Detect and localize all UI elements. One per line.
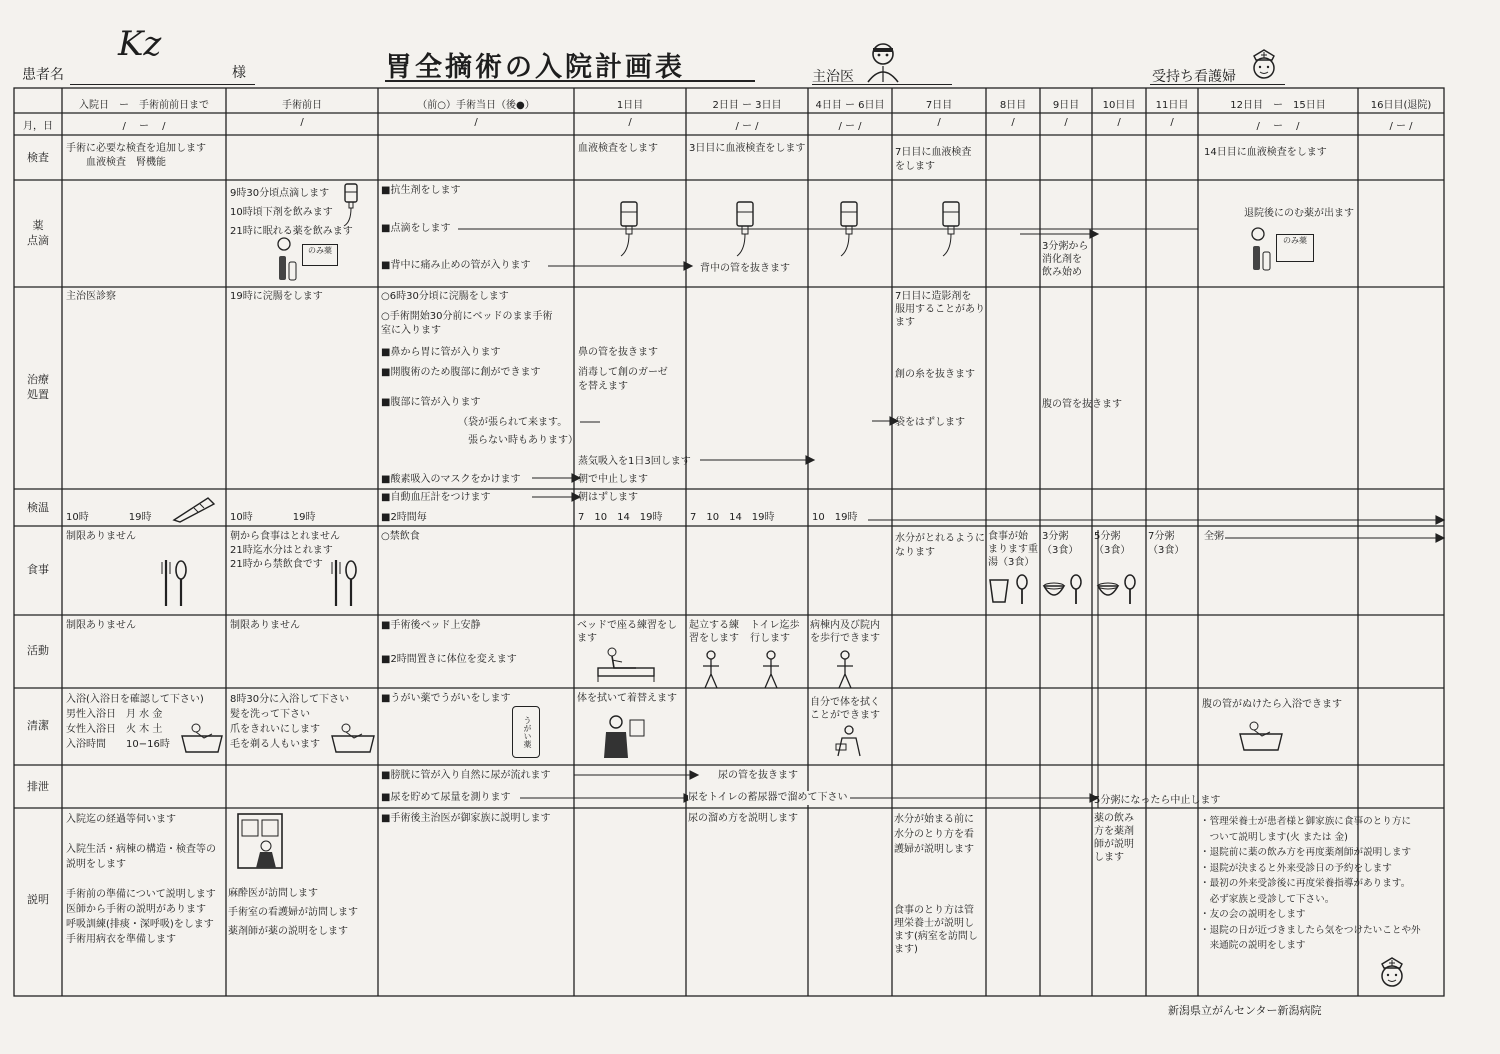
chiryo-oxygen: ■酸素吸入のマスクをかけます [381, 474, 521, 485]
katsudo-walk-toilet: トイレ迄歩 行します [750, 620, 800, 644]
cutlery-icon [330, 558, 360, 612]
kusuri-discharge-med: 退院後にのむ薬が出ます [1244, 208, 1354, 219]
row-label-kusuri: 薬 点滴 [27, 219, 49, 247]
medicine-packet-icon: のみ薬 [1276, 234, 1314, 262]
kusuri-epidural: ■背中に痛み止めの管が入ります [381, 260, 531, 271]
seiketsu-bath-schedule: 入浴(入浴日を確認して下さい) 男性入浴日 月 水 金 女性入浴日 火 木 土 入浴時間 10−16時 [66, 694, 204, 750]
doctor-label: 主治医 [812, 69, 854, 85]
chiryo-contrast: 7日目に造影剤を 服用することがあり ます [895, 291, 985, 328]
setsumei-meal-method: 食事のとり方は管 理栄養士が説明し ます(病室を訪問し ます) [894, 905, 978, 955]
person-changing-clothes-icon [596, 714, 646, 764]
col-header-day9: 9日目 [1052, 100, 1080, 111]
row-label-seiketsu: 清潔 [27, 719, 49, 732]
col-header-day11: 11日目 [1155, 100, 1189, 111]
patient-sitting-in-bed-icon [596, 646, 656, 686]
date-cell: / ー / [735, 121, 759, 132]
chiryo-bp-monitor: ■自動血圧計をつけます [381, 492, 491, 503]
setsumei-pre-op: 麻酔医が訪問します 手術室の看護婦が訪問します 薬剤師が薬の説明をします [228, 888, 358, 937]
kennetsu-surgery: ■2時間毎 [381, 512, 427, 523]
chiryo-oxygen-stop: 朝で中止します [578, 474, 648, 485]
hospital-name: 新潟県立がんセンター新潟病院 [1168, 1004, 1322, 1017]
kusuri-remove-back-tube: 背中の管を抜きます [700, 263, 790, 274]
katsudo-admission: 制限ありません [66, 620, 136, 631]
cup-and-spoon-icon [988, 572, 1034, 610]
haisetsu-urine-measure: ■尿を貯めて尿量を測ります [381, 792, 511, 803]
chiryo-laparotomy: ■開腹術のため腹部に創ができます [381, 367, 541, 378]
gargle-bottle-icon: うがい薬 [512, 706, 540, 758]
seiketsu-self-wipe: 自分で体を拭く ことができます [810, 697, 880, 721]
col-header-pre-op-day: 手術前日 [282, 100, 322, 111]
row-label-setsumei: 説明 [27, 893, 49, 906]
kennetsu-pre-op: 10時 19時 [230, 512, 316, 523]
date-cell: / [1064, 117, 1068, 128]
iv-drip-icon [340, 182, 362, 232]
walking-person-icon [834, 650, 856, 694]
kennetsu-admission: 10時 19時 [66, 512, 152, 523]
katsudo-stand-practice: 起立する練 習をします [689, 620, 739, 644]
col-header-day1: 1日目 [616, 100, 644, 111]
patient-name-label: 患者名 [22, 67, 64, 83]
thermometer-icon [170, 494, 218, 528]
date-cell: / [300, 117, 304, 128]
shokuji-full: 全粥 [1204, 531, 1224, 542]
kensa-day1: 血液検査をします [578, 143, 658, 154]
shokuji-3bu: 3分粥 （3食） [1042, 531, 1079, 556]
chiryo-doctor-exam: 主治医診察 [66, 291, 116, 302]
nurse-icon [1374, 954, 1410, 996]
chiryo-drain: ■腹部に管が入ります [381, 397, 481, 408]
seiketsu-bath-after-tube: 腹の管がぬけたら入浴できます [1202, 699, 1342, 710]
chiryo-bp-remove: 朝はずします [578, 492, 638, 503]
bowl-and-spoon-icon [1096, 572, 1142, 610]
nurse-label: 受持ち看護婦 [1152, 69, 1236, 85]
walking-person-icon [760, 650, 782, 694]
bowl-and-spoon-icon [1042, 572, 1088, 610]
col-header-day7: 7日目 [925, 100, 953, 111]
date-cell: / [474, 117, 478, 128]
medicine-pills-icon [1250, 226, 1272, 276]
row-label-kennetsu: 検温 [27, 501, 49, 514]
explanation-booklet-icon [236, 812, 286, 878]
katsudo-sit-practice: ベッドで座る練習をし ます [577, 620, 677, 644]
chiryo-remove-abd-tube: 腹の管を抜きます [1042, 399, 1122, 410]
kensa-day7: 7日目に血液検査 をします [895, 147, 972, 172]
haisetsu-stop: 5分粥になったら中止します [1094, 795, 1221, 806]
chiryo-remove-bag: 袋をはずします [895, 417, 965, 428]
medicine-pills-icon [276, 236, 298, 286]
kensa-day3: 3日目に血液検査をします [689, 143, 806, 154]
date-cell: / [1170, 117, 1174, 128]
cutlery-icon [160, 558, 190, 612]
chiryo-steam: 蒸気吸入を1日3回します [578, 456, 691, 467]
haisetsu-catheter: ■膀胱に管が入り自然に尿が流れます [381, 770, 551, 781]
col-header-day2-3: 2日目 ー 3日目 [712, 100, 782, 111]
col-header-admission: 入院日 ー 手術前前日まで [79, 100, 209, 111]
bathtub-icon [180, 720, 224, 760]
chiryo-enter-or: ○手術開始30分前にベッドのまま手術 室に入ります [381, 311, 553, 336]
kensa-day14: 14日目に血液検査をします [1204, 147, 1327, 158]
col-header-day8: 8日目 [999, 100, 1027, 111]
date-cell: / [1117, 117, 1121, 128]
katsudo-bed-rest: ■手術後ベッド上安静 [381, 620, 481, 631]
haisetsu-remove-catheter: 尿の管を抜きます [718, 770, 798, 781]
shokuji-5bu: 5分粥 （3食） [1094, 531, 1131, 556]
chiryo-ng-tube: ■鼻から胃に管が入ります [381, 347, 501, 358]
col-header-day10: 10日目 [1102, 100, 1136, 111]
col-header-day4-6: 4日目 ー 6日目 [815, 100, 885, 111]
date-cell: / [628, 117, 632, 128]
kusuri-drip: ■点滴をします [381, 222, 453, 236]
shokuji-broth: 食事が始 まります重 湯（3食） [988, 531, 1038, 568]
kusuri-antibiotic: ■抗生剤をします [381, 185, 461, 196]
chiryo-bag-note2: 張らない時もあります） [468, 435, 578, 446]
kennetsu-day4-6: 10 19時 [812, 512, 858, 523]
chiryo-remove-ng: 鼻の管を抜きます [578, 347, 658, 358]
chiryo-gauze: 消毒して創のガーゼ を替えます [578, 367, 668, 392]
row-label-haisetsu: 排泄 [27, 780, 49, 793]
kennetsu-day2-3: 7 10 14 19時 [690, 512, 775, 523]
date-cell: / [1011, 117, 1015, 128]
row-label-chiryo: 治療 処置 [27, 373, 49, 401]
katsudo-pre-op: 制限ありません [230, 620, 300, 631]
row-label-shokuji: 食事 [27, 563, 49, 576]
date-cell: / ー / [838, 121, 862, 132]
medicine-packet-icon: のみ薬 [302, 244, 338, 266]
honorific: 様 [232, 65, 246, 81]
setsumei-admission: 入院迄の経過等伺います 入院生活・病棟の構造・検査等の 説明をします 手術前の準備について説明します 医師から手術の説明があります 呼吸訓練(排痰・深呼吸)をします 手術用病衣を準備します [66, 814, 216, 945]
iv-drip-icon [618, 200, 640, 262]
setsumei-discharge-notes: ・管理栄養士が患者様と御家族に食事のとり方に ついて説明します(火 または 金) ・退院前に薬の飲み方を再度薬剤師が説明します ・退院が決まると外来受診日の予約をします ・最初の外来受診後に再度栄養指導があります。 必ず家族と受診して下さい。 ・友の会の説明をします ・退院の日が近づきましたら気をつけたいことや外 来通院の説明をします [1200, 816, 1421, 951]
chiryo-bag-note1: （袋が張られて来ます。 [458, 417, 568, 428]
col-header-day16-discharge: 16日目(退院) [1370, 100, 1432, 111]
iv-drip-icon [940, 200, 962, 262]
handwritten-signature: Kz [118, 24, 162, 64]
setsumei-pharmacist: 薬の飲み 方を薬剤 師が説明 します [1094, 813, 1134, 863]
date-cell: / ー / [122, 121, 166, 132]
standing-person-icon [700, 650, 722, 694]
date-cell: / [937, 117, 941, 128]
kennetsu-day1: 7 10 14 19時 [578, 512, 663, 523]
col-header-surgery-day: （前○）手術当日（後●） [417, 100, 535, 111]
date-row-label: 月，日 [23, 121, 53, 132]
row-label-kensa: 検査 [27, 151, 49, 164]
bathtub-icon [330, 720, 376, 760]
iv-drip-icon [838, 200, 860, 262]
chiryo-suture-removal: 創の糸を抜きます [895, 369, 975, 380]
date-cell: / ー / [1389, 121, 1413, 132]
seiketsu-gargle: ■うがい薬でうがいをします [381, 693, 511, 704]
setsumei-water-intake: 水分が始まる前に 水分のとり方を看 護婦が説明します [894, 814, 974, 855]
chiryo-enema-morning: ○6時30分頃に浣腸をします [381, 291, 509, 302]
person-wiping-body-icon [834, 724, 864, 762]
seiketsu-wipe-body: 体を拭いて着替えます [577, 693, 677, 704]
shokuji-water: 水分がとれるように なります [895, 533, 985, 558]
chiryo-enema-pre: 19時に浣腸をします [230, 291, 323, 302]
shokuji-surgery: ○禁飲食 [381, 531, 420, 542]
row-label-katsudo: 活動 [27, 644, 49, 657]
setsumei-urine-collection: 尿の溜め方を説明します [688, 813, 798, 824]
seiketsu-pre-op-bath: 8時30分に入浴して下さい 髪を洗って下さい 爪をきれいにします 毛を剃る人もいます [230, 694, 350, 750]
kusuri-pre-op: 9時30分頃点滴します 10時頃下剤を飲みます 21時に眠れる薬を飲みます [230, 188, 353, 237]
haisetsu-collect-urine: 尿をトイレの蓄尿器で溜めて下さい [688, 792, 848, 803]
col-header-day12-15: 12日目 ー 15日目 [1230, 100, 1326, 111]
shokuji-7bu: 7分粥 （3食） [1148, 531, 1185, 556]
bathtub-icon [1238, 718, 1284, 758]
page-title: 胃全摘術の入院計画表 [385, 52, 685, 83]
kusuri-digestive-med: 3分粥から 消化剤を 飲み始め [1042, 241, 1089, 278]
shokuji-pre-op: 朝から食事はとれません 21時迄水分はとれます 21時から禁飲食です [230, 531, 340, 570]
shokuji-admission: 制限ありません [66, 531, 136, 542]
date-cell: / ー / [1256, 121, 1300, 132]
kensa-admission: 手術に必要な検査を追加します 血液検査 腎機能 [66, 143, 206, 168]
setsumei-surgery-family: ■手術後主治医が御家族に説明します [381, 813, 551, 824]
katsudo-walk-ward: 病棟内及び院内 を歩行できます [810, 620, 880, 644]
katsudo-position-change: ■2時間置きに体位を変えます [381, 654, 517, 665]
iv-drip-icon [734, 200, 756, 262]
